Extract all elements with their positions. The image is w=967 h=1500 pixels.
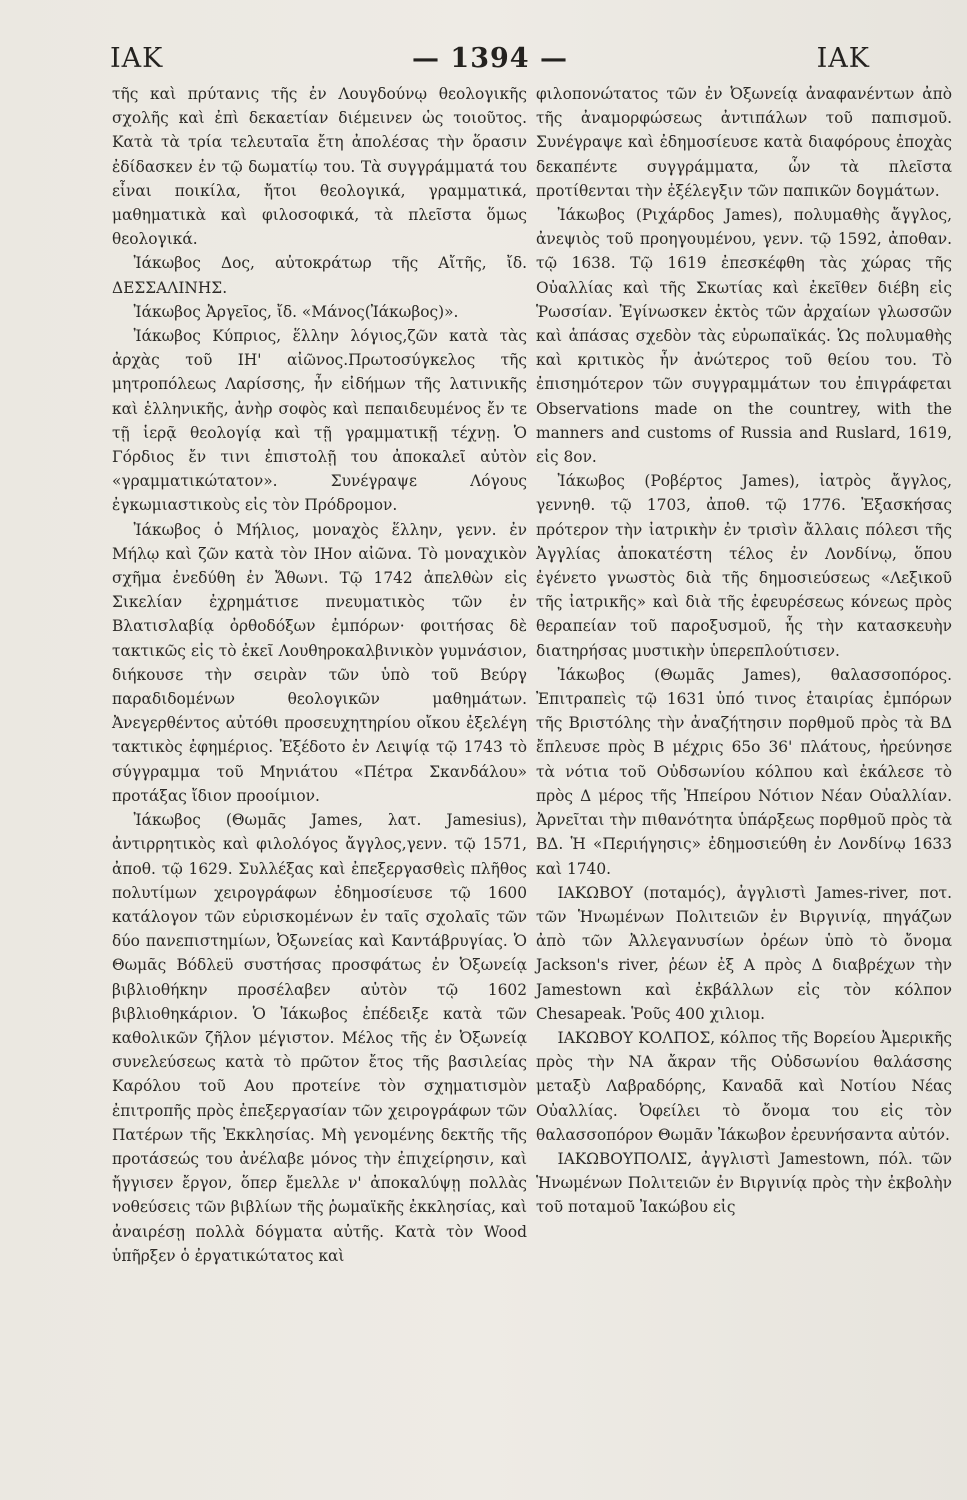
page-number: — 1394 —: [412, 42, 568, 74]
entry-jamestown: ΙΑΚΩΒΟΥΠΟΛΙΣ, ἀγγλιστὶ Jamestown, πόλ. τῶν Ἡνωμένων Πολιτειῶν ἐν Βιργινίᾳ πρὸς τὴν ἐκβολὴν τοῦ ποταμοῦ Ἰακώβου εἰς: [536, 1149, 952, 1217]
entry-paragraph: τῆς καὶ πρύτανις τῆς ἐν Λουγδούνῳ θεολογικῆς σχολῆς καὶ ἐπὶ δεκαετίαν διέμεινεν ὡς τοιοῦτος. Κατὰ τὰ τρία τελευταῖα ἔτη ἀπολέσας τὴν ὅρασιν ἐδίδασκεν ἐν τῷ δωματίῳ του. Τὰ συγγράμματά του εἶναι ποικίλα, ἤτοι θεολογικά, γραμματικά, μαθηματικὰ καὶ φιλοσοφικά, τὰ πλεῖστα ὅμως θεολογικά.: [112, 85, 527, 249]
entry-thomas-james-navigator: Ἰάκωβος (Θωμᾶς James), θαλασσοπόρος. Ἐπιτραπεὶς τῷ 1631 ὑπό τινος ἑταιρίας ἐμπόρων τῆς Βριστόλης τὴν ἀναζήτησιν πορθμοῦ πρὸς τὰ ΒΔ ἔπλευσε πρὸς Β μέχρις 65ο 36' πλάτους, ἠρεύνησε τὰ νότια τοῦ Οὐδσωνίου κόλπου καὶ ἐκάλεσε τὸ πρὸς Δ μέρος τῆς Ἠπείρου Νότιον Νέαν Οὐαλλίαν. Ἀρνεῖται τὴν πιθανότητα ὑπάρξεως πορθμοῦ πρὸς τὰ ΒΔ. Ἡ «Περιήγησις» ἐδημοσιεύθη ἐν Λονδίνῳ 1633 καὶ 1740.: [536, 665, 952, 878]
entry-james-bay: ΙΑΚΩΒΟΥ ΚΟΛΠΟΣ, κόλπος τῆς Βορείου Ἀμερικῆς πρὸς τὴν ΝΑ ἄκραν τῆς Οὐδσωνίου θαλάσσης μεταξὺ Λαβραδόρης, Καναδᾶ καὶ Νοτίου Νέας Οὐαλλίας. Ὀφείλει τὸ ὄνομα του εἰς τὸν θαλασσοπόρον Θωμᾶν Ἰάκωβον ἐρευνήσαντα αὐτόν.: [536, 1028, 952, 1144]
entry-iakovos-milios: Ἰάκωβος ὁ Μήλιος, μοναχὸς ἕλλην, γενν. ἐν Μήλῳ καὶ ζῶν κατὰ τὸν ΙΗον αἰῶνα. Τὸ μοναχικὸν σχῆμα ἐνεδύθη ἐν Ἄθωνι. Τῷ 1742 ἀπελθὼν εἰς Σικελίαν ἐχρημάτισε πνευματικὸς τῶν ἐν Βλατισλαβίᾳ ὀρθοδόξων ἐμπόρων· φοιτήσας δὲ τακτικῶς εἰς τὸ ἐκεῖ Λουθηροκαλβινικὸν γυμνάσιον, διήκουσε τὴν σειρὰν τῶν ὑπὸ τοῦ Βεύργ παραδιδομένων θεολογικῶν μαθημάτων. Ἀνεγερθέντος αὐτόθι προσευχητηρίου οἴκου ἐξελέγη τακτικὸς ἐφημέριος. Ἐξέδοτο ἐν Λειψίᾳ τῷ 1743 τὸ σύγγραμμα τοῦ Μηνιάτου «Πέτρα Σκανδάλου» προτάξας ἴδιον προοίμιον.: [112, 520, 527, 805]
header-right-guide-word: ΙΑΚ: [816, 42, 870, 74]
right-column: [536, 82, 952, 1220]
entry-richard-james: Ἰάκωβος (Ριχάρδος James), πολυμαθὴς ἄγγλος, ἀνεψιὸς τοῦ προηγουμένου, γενν. τῷ 1592, ἀποθαν. τῷ 1638. Τῷ 1619 ἐπεσκέφθη τὰς χώρας τῆς Οὐαλλίας καὶ τῆς Σκωτίας καὶ ἐκεῖθεν διέβη εἰς Ῥωσσίαν. Ἐγίνωσκεν ἐκτὸς τῶν ἀρχαίων γλωσσῶν καὶ ἁπάσας σχεδὸν τὰς εὐρωπαϊκάς. Ὡς πολυμαθὴς καὶ κριτικὸς ἦν ἀνώτερος τοῦ θείου του. Τὸ ἐπισημότερον τῶν συγγραμμάτων του ἐπιγράφεται Observations made on the countrey, with the manners and customs of Russia and Ruslard, 1619, εἰς 8ον.: [536, 206, 952, 467]
left-column: [112, 82, 527, 1268]
entry-iakovos-argeios: Ἰάκωβος Ἀργεῖος, ἴδ. «Μάνος(Ἰάκωβος)».: [133, 302, 459, 321]
entry-james-river: ΙΑΚΩΒΟΥ (ποταμός), ἀγγλιστὶ James-river, ποτ. τῶν Ἡνωμένων Πολιτειῶν ἐν Βιργινίᾳ, πηγάζων ἀπὸ τῶν Ἀλλεγανυσίων ὀρέων ὑπὸ τὸ ὄνομα Jackson's river, ῥέων ἐξ Α πρὸς Δ διαβρέχων τὴν Jamestown καὶ ἐκβάλλων εἰς τὸν κόλπον Chesapeak. Ῥοῦς 400 χιλιομ.: [536, 883, 952, 1023]
entry-iakovos-dos: Ἰάκωβος Δος, αὐτοκράτωρ τῆς Αἴτῆς, ἴδ. ΔΕΣΣΑΛΙΝΗΣ.: [112, 254, 527, 297]
header-left-guide-word: ΙΑΚ: [110, 42, 164, 74]
entry-paragraph: φιλοπονώτατος τῶν ἐν Ὀξωνείᾳ ἀναφανέντων ἀπὸ τῆς ἀναμορφώσεως ἀντιπάλων τοῦ παπισμοῦ. Συνέγραψε καὶ ἐδημοσίευσε κατὰ διαφόρους ἐποχὰς δεκαπέντε συγγράμματα, ὧν τὰ πλεῖστα προτίθενται τὴν ἐξέλεγξιν τῶν παπικῶν δογμάτων.: [536, 85, 952, 200]
entry-robert-james: Ἰάκωβος (Ροβέρτος James), ἰατρὸς ἄγγλος, γεννηθ. τῷ 1703, ἀποθ. τῷ 1776. Ἐξασκήσας πρότερον τὴν ἰατρικὴν ἐν τρισὶν ἄλλαις πόλεσι τῆς Ἀγγλίας ἀποκατέστη τέλος ἐν Λονδίνῳ, ὅπου ἐγένετο γνωστὸς διὰ τῆς δημοσιεύσεως «Λεξικοῦ τῆς ἰατρικῆς» καὶ διὰ τῆς ἐφευρέσεως κόνεως πρὸς θεραπείαν τοῦ παροξυσμοῦ, ἧς τὴν κατασκευὴν διατηρήσας μυστικὴν ὑπερεπλούτισεν.: [536, 472, 952, 660]
entry-thomas-james: Ἰάκωβος (Θωμᾶς James, λατ. Jamesius), ἀντιρρητικὸς καὶ φιλολόγος ἄγγλος,γενν. τῷ 1571, ἀποθ. τῷ 1629. Συλλέξας καὶ ἐπεξεργασθεὶς πλῆθος πολυτίμων χειρογράφων ἐδημοσίευσε τῷ 1600 κατάλογον τῶν εὑρισκομένων ἐν ταῖς σχολαῖς τῶν δύο πανεπιστημίων, Ὀξωνείας καὶ Καντάβρυγίας. Ὁ Θωμᾶς Βόδλεϋ συστήσας προσφάτως ἐν Ὀξωνείᾳ βιβλιοθήκην προσέλαβεν αὐτὸν τῷ 1602 βιβλιοθηκάριον. Ὁ Ἰάκωβος ἐπέδειξε κατὰ τῶν καθολικῶν ζῆλον μέγιστον. Μέλος τῆς ἐν Ὀξωνείᾳ συνελεύσεως κατὰ τὸ πρῶτον ἔτος τῆς βασιλείας Καρόλου τοῦ Αου προτείνε τὸν σχηματισμὸν ἐπιτροπῆς πρὸς ἐπεξεργασίαν τῶν χειρογράφων τῶν Πατέρων τῆς Ἐκκλησίας. Μὴ γενομένης δεκτῆς τῆς προτάσεώς του ἀνέλαβε μόνος τὴν ἐπιχείρησιν, καὶ ἤγγισεν ἔργον, ὅπερ ἔμελλε ν' ἀποκαλύψῃ πολλὰς νοθεύσεις τῶν βιβλίων τῆς ῥωμαϊκῆς ἐκκλησίας, καὶ ἀναιρέσῃ πολλὰ δόγματα αὐτῆς. Κατὰ τὸν Wood ὑπῆρξεν ὁ ἐργατικώτατος καὶ: [112, 811, 527, 1265]
running-header: [110, 36, 870, 80]
entry-iakovos-kyprios: Ἰάκωβος Κύπριος, ἕλλην λόγιος,ζῶν κατὰ τὰς ἀρχὰς τοῦ ΙΗ' αἰῶνος.Πρωτοσύγκελος τῆς μητροπόλεως Λαρίσσης, ἦν εἰδήμων τῆς λατινικῆς καὶ ἑλληνικῆς, ἀνὴρ σοφὸς καὶ πεπαιδευμένος ἔν τε τῇ ἱερᾷ θεολογίᾳ καὶ τῇ γραμματικῇ τέχνῃ. Ὁ Γόρδιος ἔν τινι ἐπιστολῇ του ἀποκαλεῖ αὐτὸν «γραμματικώτατον». Συνέγραψε Λόγους ἐγκωμιαστικοὺς εἰς τὸν Πρόδρομον.: [112, 327, 527, 515]
